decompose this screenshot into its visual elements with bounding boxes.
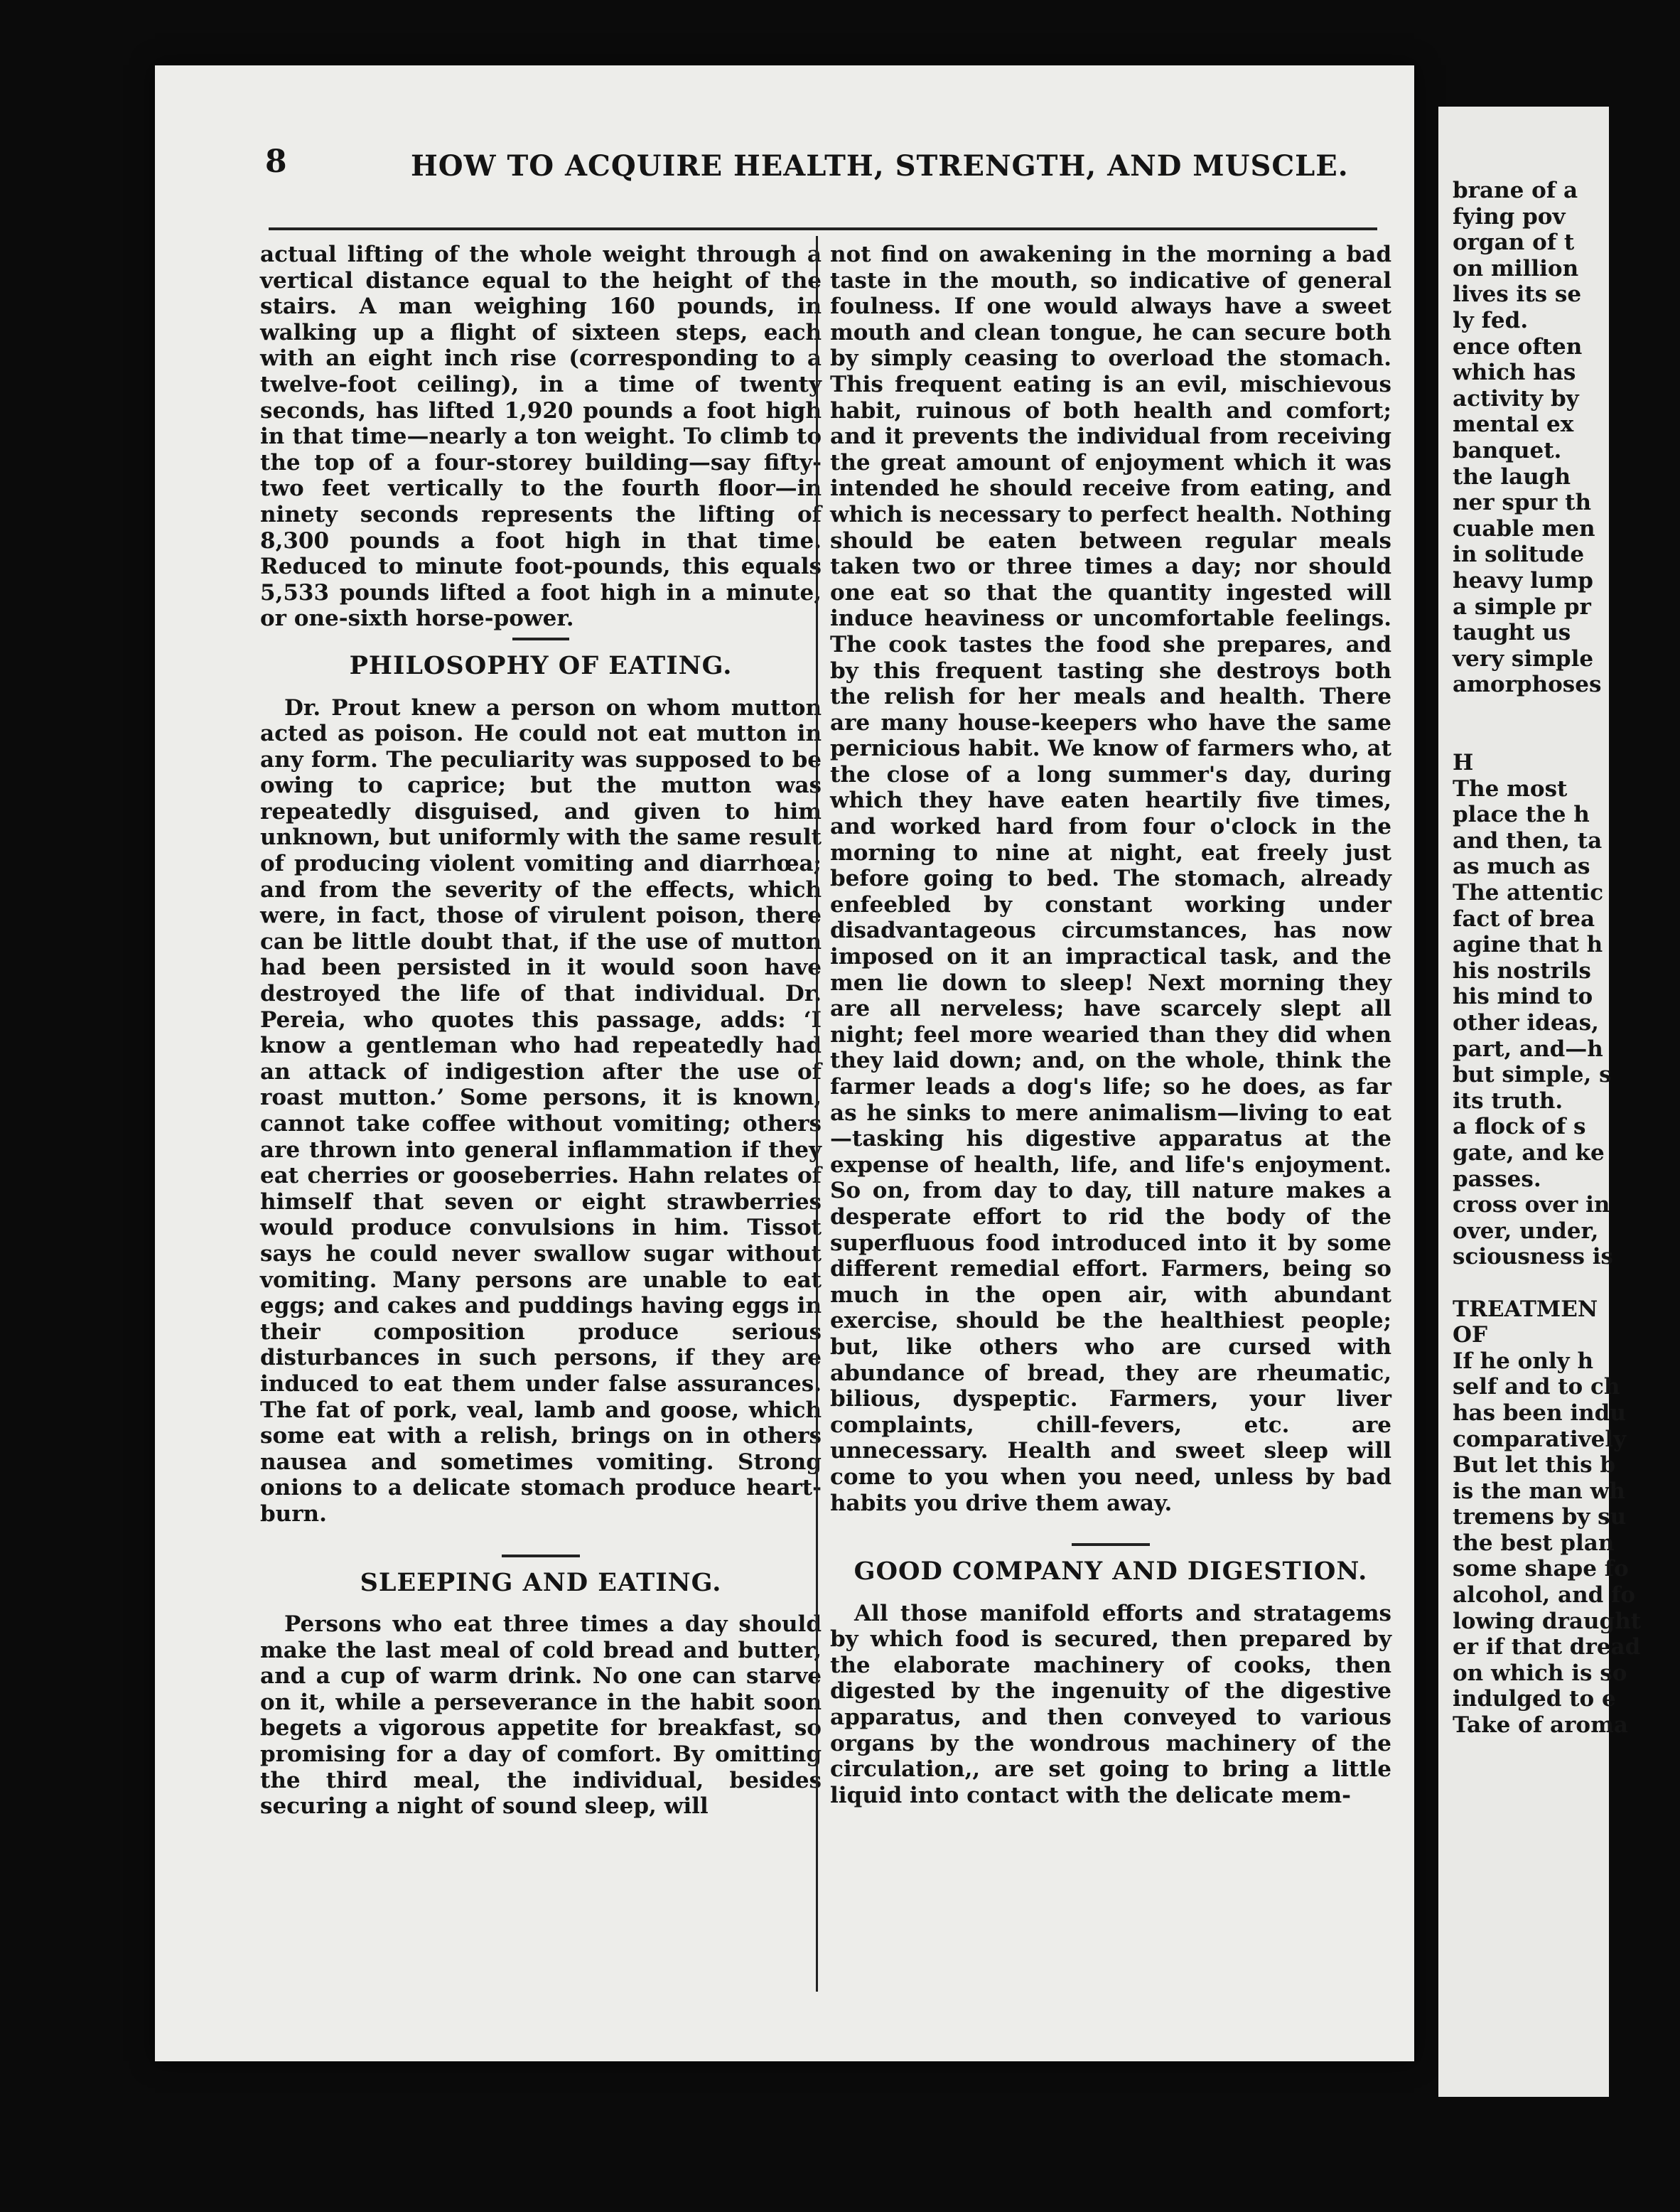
section-divider	[512, 638, 569, 640]
adjacent-page-line: banquet.	[1453, 437, 1562, 463]
heading-philosophy-of-eating: PHILOSOPHY OF EATING.	[349, 650, 733, 680]
adjacent-page-line: taught us	[1453, 620, 1571, 646]
adjacent-page-line: and then, ta	[1453, 827, 1603, 854]
adjacent-page-line: the best plan	[1453, 1530, 1615, 1556]
running-title: HOW TO ACQUIRE HEALTH, STRENGTH, AND MUSCLE.	[411, 149, 1349, 183]
adjacent-page-line: amorphoses	[1453, 672, 1602, 698]
adjacent-page-line: as much as	[1453, 854, 1590, 880]
adjacent-page-line: fact of brea	[1453, 906, 1595, 932]
adjacent-page-line: other ideas,	[1453, 1010, 1599, 1036]
paragraph-horse-power: actual lifting of the whole weight through a vertical distance equal to the height of the stairs. A man weighing 160 pounds, in walking up a flight of sixteen steps, each with an eight inch rise (corresponding to a twelve-foot ceiling), in a time of twenty seconds, has lifted 1,920 pounds a foot high in that time—nearly a ton weight. To climb to the top of a four-storey building—say fifty-two feet vertically to the fourth floor—in ninety seconds represents the lifting of 8,300 pounds a foot high in that time. Reduced to minute foot-pounds, this equals 5,533 pounds lifted a foot high in a minute, or one-sixth horse-power.	[260, 242, 822, 632]
adjacent-page-line: the laugh	[1453, 463, 1571, 490]
adjacent-page-line: ner spur th	[1453, 490, 1592, 516]
adjacent-page-line: very simple	[1453, 645, 1594, 672]
adjacent-page-line: on which is so	[1453, 1660, 1627, 1686]
column-rule	[816, 236, 818, 1992]
adjacent-page-line: lowing draught	[1453, 1608, 1642, 1634]
adjacent-page-line: part, and—h	[1453, 1036, 1603, 1062]
left-column	[260, 242, 822, 1820]
adjacent-page-line: If he only h	[1453, 1348, 1594, 1374]
adjacent-page-line: organ of t	[1453, 230, 1575, 256]
adjacent-page-line: cross over in	[1453, 1192, 1610, 1218]
adjacent-page-line: self and to ch	[1453, 1374, 1620, 1400]
adjacent-page-line: Take of aroma	[1453, 1712, 1628, 1739]
adjacent-page-line: cuable men	[1453, 515, 1595, 542]
adjacent-page-line: place the h	[1453, 802, 1590, 828]
adjacent-page-line: ly fed.	[1453, 307, 1529, 333]
adjacent-page-line: has been indu	[1453, 1400, 1626, 1426]
adjacent-page-line: comparatively	[1453, 1426, 1627, 1452]
adjacent-page-line: some shape fo	[1453, 1556, 1629, 1582]
adjacent-page-line: OF	[1453, 1322, 1488, 1348]
paragraph-philosophy-of-eating: Dr. Prout knew a person on whom mutton acted as poison. He could not eat mutton in any form. The peculiarity was supposed to be owing to caprice; but the mutton was repeatedly disguised, and given to him unknown, but uniformly with the same result of producing violent vomiting and diarrhœa; and from the severity of the effects, which were, in fact, those of virulent poison, there can be little doubt that, if the use of mutton had been persisted in it would soon have destroyed the life of that individual. Dr. Pereia, who quotes this passage, adds: ‘I know a gentleman who had repeatedly had an attack of indigestion after the use of roast mutton.’ Some persons, it is known, cannot take coffee without vomiting; others are thrown into general inflammation if they eat cherries or gooseberries. Hahn relates of himself that seven or eight strawberries would produce convulsions in him. Tissot says he could never swallow sugar without vomiting. Many persons are unable to eat eggs; and cakes and puddings having eggs in their composition produce serious disturbances in such persons, if they are induced to eat them under false assurances. The fat of pork, veal, lamb and goose, which some eat with a relish, brings on in others nausea and sometimes vomiting. Strong onions to a delicate stomach produce heart-burn.	[260, 694, 822, 1527]
adjacent-page-line: indulged to e	[1453, 1686, 1616, 1712]
adjacent-page-line: his nostrils	[1453, 957, 1591, 984]
adjacent-page-line: TREATMEN	[1453, 1296, 1598, 1322]
adjacent-page-line	[1453, 1270, 1680, 1296]
paragraph-sleeping-and-eating: Persons who eat three times a day should make the last meal of cold bread and butter, and a cup of warm drink. No one can starve on it, while a perseverance in the habit soon begets a vigorous appetite for breakfast, so promising for a day of comfort. By omitting the third meal, the individual, besides securing a night of sound sleep, will	[260, 1611, 822, 1820]
adjacent-page-line: a flock of s	[1453, 1114, 1586, 1140]
adjacent-page-line: his mind to	[1453, 984, 1593, 1010]
adjacent-page-line: lives its se	[1453, 281, 1582, 308]
book-page	[155, 65, 1414, 2061]
adjacent-page-line: in solitude	[1453, 542, 1585, 568]
page-number: 8	[265, 144, 287, 180]
adjacent-page-line: The attentic	[1453, 880, 1604, 906]
paragraph-eating-habits: not find on awakening in the morning a bad taste in the mouth, so indicative of general foulness. If one would always have a sweet mouth and clean tongue, he can secure both by simply ceasing to overload the stomach. This frequent eating is an evil, mischievous habit, ruinous of both health and comfort; and it prevents the individual from receiving the great amount of enjoyment which it was intended he should receive from eating, and which is necessary to perfect health. Nothing should be eaten between regular meals taken two or three times a day; nor should one eat so that the quantity ingested will induce heaviness or uncomfortable feelings. The cook tastes the food she prepares, and by this frequent tasting she destroys both the relish for her meals and health. There are many house-keepers who have the same pernicious habit. We know of farmers who, at the close of a long summer's day, during which they have eaten heartily five times, and worked hard from four o'clock in the morning to nine at night, eat freely just before going to bed. The stomach, already enfeebled by constant working under disadvantageous circumstances, has now imposed on it an impractical task, and the men lie down to sleep! Next morning they are all nerveless; have scarcely slept all night; feel more wearied than they did when they laid down; and, on the whole, think the farmer leads a dog's life; so he does, as far as he sinks to mere animalism—living to eat—tasking his digestive apparatus at the expense of health, life, and life's enjoyment. So on, from day to day, till nature makes a desperate effort to rid the body of the superfluous food introduced into it by some different remedial effort. Farmers, being so much in the open air, with abundant exercise, should be the healthiest people; but, like others who are cursed with abundance of bread, they are rheumatic, bilious, dyspeptic. Farmers, your liver complaints, chill-fevers, etc. are unnecessary. Health and sweet sleep will come to you when you need, unless by bad habits you drive them away.	[830, 242, 1391, 1516]
adjacent-page-line: but simple, s	[1453, 1062, 1612, 1088]
adjacent-page-line: alcohol, and fo	[1453, 1582, 1636, 1609]
adjacent-page-edge	[1438, 107, 1642, 2097]
heading-good-company-and-digestion: GOOD COMPANY AND DIGESTION.	[854, 1557, 1368, 1586]
adjacent-page-line: H	[1453, 750, 1474, 776]
adjacent-page-line: tremens by su	[1453, 1504, 1627, 1530]
adjacent-page-line: over, under,	[1453, 1218, 1599, 1244]
section-divider	[1072, 1543, 1150, 1546]
adjacent-page-line: But let this b	[1453, 1452, 1616, 1478]
adjacent-page-line: its truth.	[1453, 1088, 1563, 1114]
heading-sleeping-and-eating: SLEEPING AND EATING.	[360, 1567, 722, 1597]
adjacent-page-line: heavy lump	[1453, 567, 1593, 594]
section-divider	[502, 1555, 580, 1557]
adjacent-page-line: passes.	[1453, 1166, 1541, 1192]
adjacent-page-text	[1453, 178, 1680, 1739]
header-rule	[269, 227, 1377, 230]
adjacent-page-line: er if that dread	[1453, 1634, 1641, 1660]
right-column	[830, 242, 1391, 1808]
adjacent-page-line: sciousness is	[1453, 1244, 1613, 1270]
adjacent-page-line: ence often	[1453, 333, 1583, 360]
adjacent-page-line: mental ex	[1453, 412, 1574, 438]
adjacent-page-line: activity by	[1453, 385, 1579, 412]
adjacent-page-line: a simple pr	[1453, 594, 1591, 620]
adjacent-page-line: gate, and ke	[1453, 1139, 1605, 1166]
paragraph-good-company: All those manifold efforts and stratagems by which food is secured, then prepared by the elaborate machinery of cooks, then digested by the ingenuity of the digestive apparatus, and then conveyed to various organs by the wondrous machinery of the circulation,, are set going to bring a little liquid into contact with the delicate mem-	[830, 1600, 1391, 1808]
adjacent-page-line: brane of a	[1453, 178, 1578, 203]
adjacent-page-line: agine that h	[1453, 932, 1603, 958]
adjacent-page-line	[1453, 698, 1680, 724]
adjacent-page-line: The most	[1453, 775, 1568, 802]
adjacent-page-line: which has	[1453, 360, 1576, 386]
adjacent-page-line	[1453, 724, 1680, 750]
adjacent-page-line: fying pov	[1453, 203, 1566, 230]
adjacent-page-line: is the man wh	[1453, 1478, 1625, 1504]
adjacent-page-line: on million	[1453, 255, 1579, 281]
